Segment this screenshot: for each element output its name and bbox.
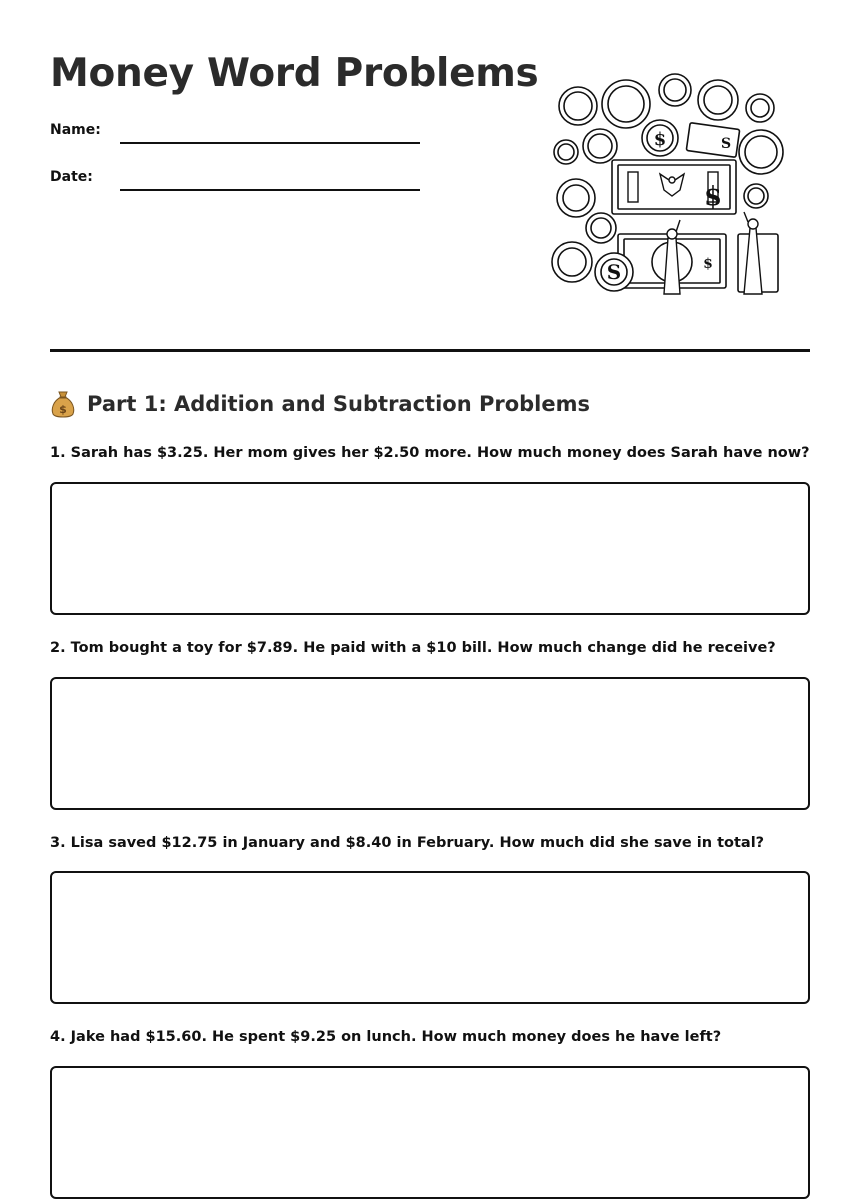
- bill-dollar-sign: $: [703, 182, 723, 212]
- date-label: Date:: [50, 169, 93, 185]
- section-heading: [50, 388, 590, 420]
- answer-box-4[interactable]: [50, 1066, 810, 1199]
- question-2: 2. Tom bought a toy for $7.89. He paid with a $10 bill. How much change did he receive?: [50, 640, 776, 656]
- coin-dollar-sign: $: [653, 129, 667, 150]
- name-label: Name:: [50, 122, 101, 138]
- question-1: 1. Sarah has $3.25. Her mom gives her $2.50 more. How much money does Sarah have now?: [50, 445, 810, 461]
- date-line[interactable]: [120, 189, 420, 191]
- question-4: 4. Jake had $15.60. He spent $9.25 on lunch. How much money does he have left?: [50, 1029, 722, 1045]
- lower-bill-symbol: $: [703, 256, 713, 272]
- svg-text:$: $: [59, 403, 67, 416]
- question-3: 3. Lisa saved $12.75 in January and $8.40 in February. How much did she save in total?: [50, 835, 765, 851]
- money-bag-icon: [50, 389, 76, 419]
- name-field-row: [50, 118, 420, 148]
- answer-box-2[interactable]: [50, 677, 810, 810]
- answer-box-3[interactable]: [50, 871, 810, 1004]
- page-title: Money Word Problems: [50, 51, 539, 96]
- coin-letter-s: S: [606, 260, 622, 284]
- date-field-row: [50, 165, 420, 195]
- small-bill-letter: S: [720, 136, 732, 152]
- header-divider: [50, 349, 810, 352]
- name-line[interactable]: [120, 142, 420, 144]
- money-illustration: [548, 68, 788, 304]
- answer-box-1[interactable]: [50, 482, 810, 615]
- section-title: Part 1: Addition and Subtraction Problems: [87, 392, 591, 416]
